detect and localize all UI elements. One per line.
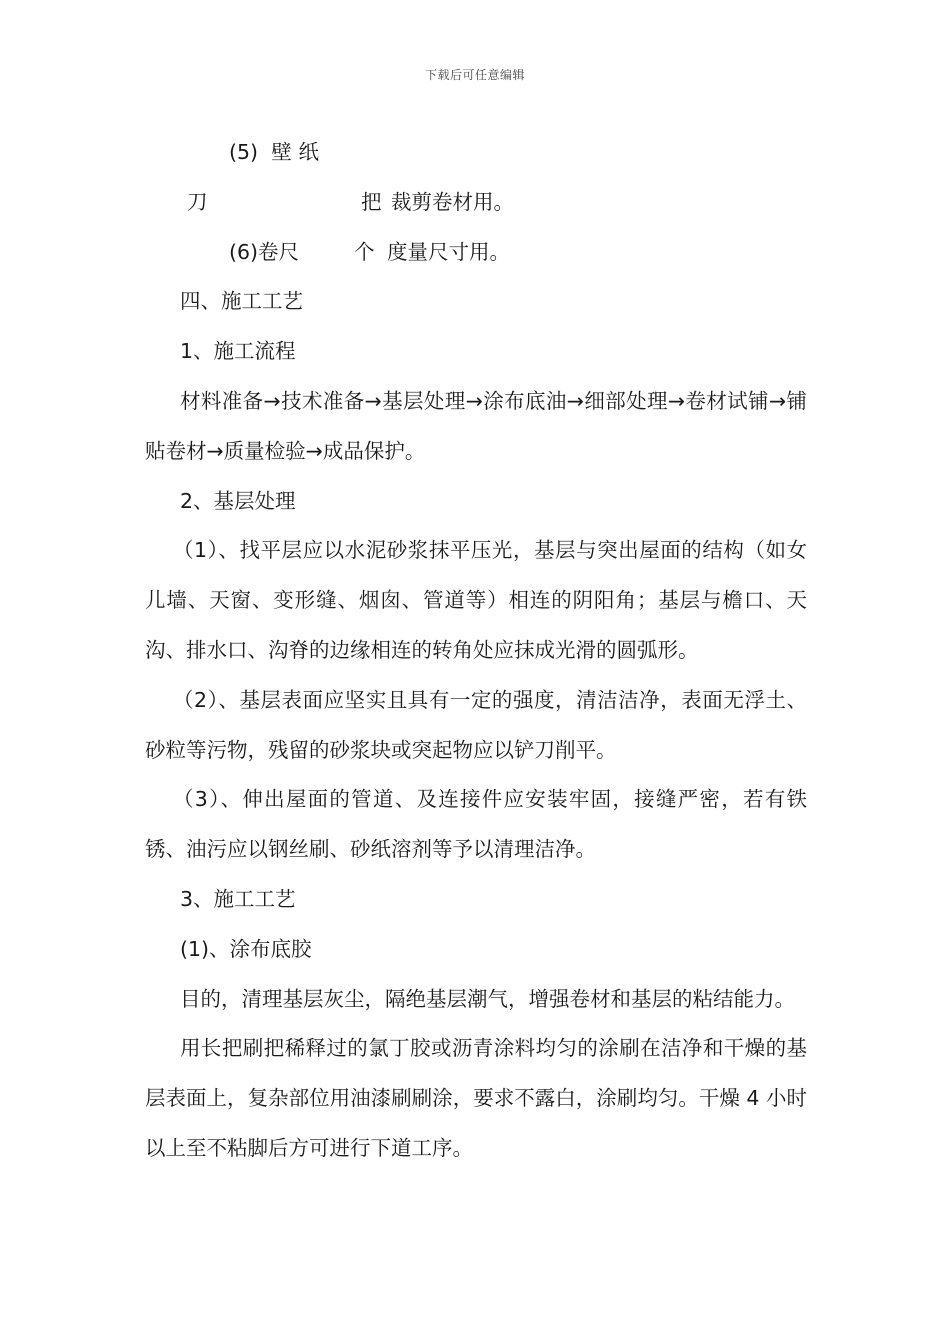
body-paragraph: （3）、伸出屋面的管道、及连接件应安装牢固，接缝严密，若有铁锈、油污应以钢丝刷、砂纸溶剂等予以清理洁净。 bbox=[145, 787, 807, 862]
tool-item bbox=[145, 128, 807, 228]
tool-name: (5) 壁纸刀 bbox=[187, 140, 319, 214]
tool-quantity: 把 bbox=[361, 189, 382, 214]
tool-name: (6)卷尺 bbox=[229, 239, 300, 264]
document-body bbox=[145, 128, 807, 1174]
body-paragraph: （2）、基层表面应坚实且具有一定的强度，清洁洁净，表面无浮土、砂粒等污物，残留的砂浆块或突起物应以铲刀削平。 bbox=[145, 687, 807, 762]
body-paragraph: （1）、找平层应以水泥砂浆抹平压光，基层与突出屋面的结构（如女儿墙、天窗、变形缝、烟囱、管道等）相连的阴阳角；基层与檐口、天沟、排水口、沟脊的边缘相连的转角处应抹成光滑的圆弧形。 bbox=[145, 538, 807, 662]
body-paragraph: 用长把刷把稀释过的氯丁胶或沥青涂料均匀的涂刷在洁净和干燥的基层表面上，复杂部位用油漆刷刷涂，要求不露白，涂刷均匀。干燥 4 小时以上至不粘脚后方可进行下道工序。 bbox=[145, 1036, 807, 1160]
tool-use: 裁剪卷材用。 bbox=[391, 189, 514, 214]
subsection-heading: 3、施工工艺 bbox=[180, 886, 296, 911]
subsection-heading: 2、基层处理 bbox=[180, 488, 296, 513]
body-paragraph: 材料准备→技术准备→基层处理→涂布底油→细部处理→卷材试铺→铺贴卷材→质量检验→成品保护。 bbox=[145, 388, 807, 463]
section-heading: 四、施工工艺 bbox=[180, 289, 303, 314]
body-paragraph: 目的，清理基层灰尘，隔绝基层潮气，增强卷材和基层的粘结能力。 bbox=[180, 986, 795, 1011]
page-header: 下载后可任意编辑 bbox=[424, 68, 525, 82]
tool-use: 度量尺寸用。 bbox=[387, 239, 510, 264]
item-heading: (1)、涂布底胶 bbox=[180, 936, 312, 961]
tool-quantity: 个 bbox=[354, 239, 375, 264]
subsection-heading: 1、施工流程 bbox=[180, 339, 296, 364]
tool-item bbox=[145, 228, 807, 278]
